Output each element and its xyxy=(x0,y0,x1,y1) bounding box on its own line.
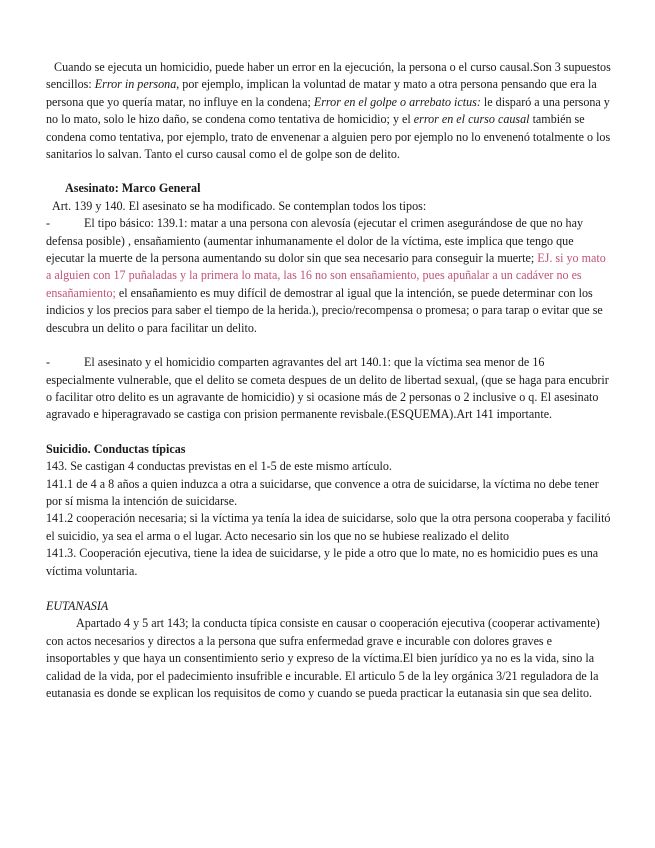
text-run-highlight: EJ. si yo mato a alguien con 17 puñaladas y la primera lo mata, las 16 no son ensañamiento, pues apuñalar a un cadáver no es ensañamiento; xyxy=(46,251,606,300)
text-run-italic: Error en el golpe o arrebato ictus: xyxy=(313,94,481,109)
suicidio-line-1: 143. Se castigan 4 conductas previstas en el 1-5 de este mismo artículo. xyxy=(46,459,392,474)
text-run: Cuando se ejecuta un homicidio, puede haber un error en la ejecución, la persona o el curso causal.Son 3 supuestos sencillos: xyxy=(46,60,611,92)
bullet-tipo-basico xyxy=(46,215,614,337)
text-run: el ensañamiento es muy difícil de demostrar al igual que la intención, se puede determinar con los indicios y los precios para saber el tiempo de la herida.), precio/recompensa o promesa; o para tarap o evitar que se descubra un delito o para facilitar un delito. xyxy=(46,285,603,335)
asesinato-intro: Art. 139 y 140. El asesinato se ha modificado. Se contemplan todos los tipos: xyxy=(52,198,427,213)
text-run: , por ejemplo, implican la voluntad de matar y mato a otra persona pensando que era la persona que yo quería matar, no influye en la condena; xyxy=(46,77,597,109)
text-run-italic: Error in persona xyxy=(94,77,177,92)
suicidio-line-2: 141.1 de 4 a 8 años a quien induzca a otra a suicidarse, que convence a otra de suicidarse, la víctima no debe tener por sí misma la intención de suicidarse. xyxy=(46,476,599,508)
heading-suicidio: Suicidio. Conductas típicas xyxy=(46,441,186,456)
text-run-italic: error en el curso causal xyxy=(413,112,530,127)
heading-eutanasia: EUTANASIA xyxy=(46,598,109,613)
bullet-dash: - xyxy=(46,355,51,370)
paragraph-errors xyxy=(46,59,614,163)
bullet-agravantes xyxy=(46,354,614,424)
suicidio-line-3: 141.2 cooperación necesaria; si la víctima ya tenía la idea de suicidarse, solo que la otra persona cooperaba y facilitó el suicidio, ya sea el arma o el lugar. Acto necesario sin los que no se hubiese realizado el delito xyxy=(46,511,611,543)
document-page xyxy=(46,59,614,702)
heading-asesinato: Asesinato: Marco General xyxy=(65,181,201,196)
text-run: le disparó a una persona y no lo mato, solo le hizo daño, se condena como tentativa de homicidio; y el xyxy=(46,94,610,127)
text-run: El asesinato y el homicidio comparten agravantes del art 140.1: que la víctima sea menor de 16 especialmente vulnerable, que el delito se cometa despues de un delito de libertad sexual, (que se haga para encubrir o facilitar otro delito es un agravante de homicidio) y si ocasione más de 2 personas o 2 inclusive o q. El asesinato agravado e hiperagravado se castiga con prision permanente revisbale.(ESQUEMA).Art 141 importante. xyxy=(46,355,609,422)
bullet-dash: - xyxy=(46,216,51,231)
suicidio-line-4: 141.3. Cooperación ejecutiva, tiene la idea de suicidarse, y le pide a otro que lo mate, no es homicidio pues es una víctima voluntaria. xyxy=(46,546,599,578)
text-run: también se condena como tentativa, por ejemplo, trato de envenenar a alguien pero por ejemplo no lo envenenó totalmente o los sanitarios lo salvan. Tanto el curso causal como el de golpe son de delito. xyxy=(46,112,611,162)
text-run: El tipo básico: 139.1: matar a una persona con alevosía (ejecutar el crimen asegurándose de que no hay defensa posible) , ensañamiento (aumentar inhumanamente el dolor de la víctima, este implica que tengo que ejecutar la muerte de la persona aumentando su dolor sin que sea necesario para conseguir la muerte; xyxy=(46,216,584,266)
eutanasia-body: Apartado 4 y 5 art 143; la conducta típica consiste en causar o cooperación ejecutiva (cooperar activamente) con actos necesarios y directos a la persona que sufra enfermedad grave e incurable con dolores graves e insoportables y que haya un consentimiento serio y expreso de la víctima.El bien jurídico ya no es la vida, sino la calidad de la vida, por el padecimiento insufrible e incurable. El articulo 5 de la ley orgánica 3/21 reguladora de la eutanasia es donde se explican los requisitos de como y cuando se pueda practicar la eutanasia sin que sea delito. xyxy=(46,616,600,700)
